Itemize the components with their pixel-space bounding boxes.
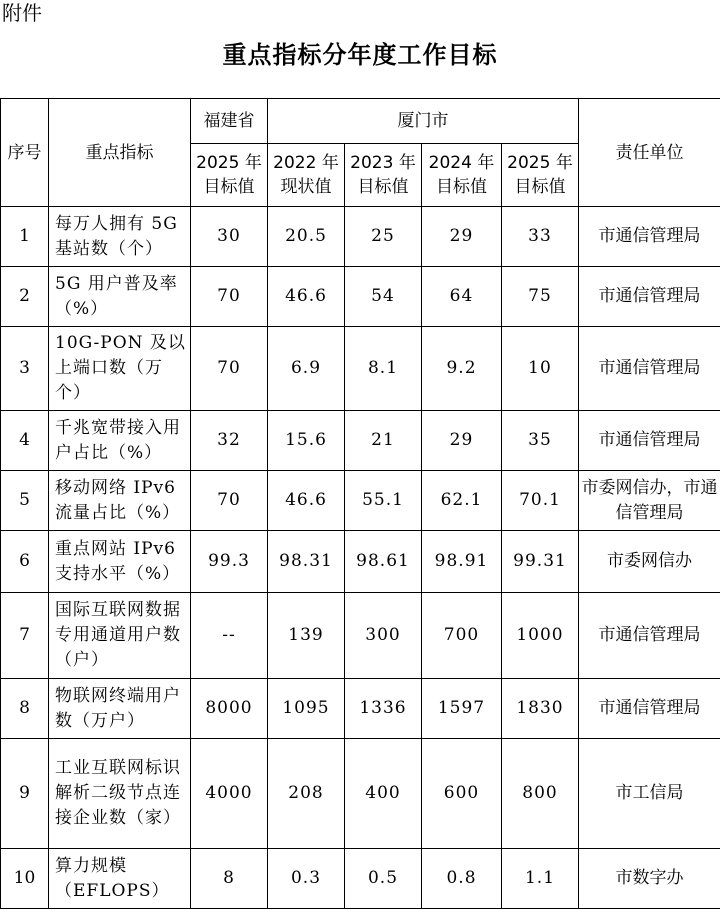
cell-responsible: 市工信局 — [579, 739, 720, 849]
header-fujian: 福建省 — [191, 99, 268, 144]
header-xiamen: 厦门市 — [268, 99, 579, 144]
header-xiamen-2023: 2023 年目标值 — [345, 144, 422, 207]
cell-xiamen-2025: 1.1 — [502, 849, 579, 909]
cell-fujian-2025: 30 — [191, 207, 268, 267]
cell-xiamen-2022: 208 — [268, 739, 345, 849]
cell-xiamen-2024: 700 — [422, 593, 502, 679]
cell-xiamen-2024: 9.2 — [422, 327, 502, 411]
cell-xiamen-2023: 1336 — [345, 679, 422, 739]
table-row — [1, 267, 720, 327]
cell-xiamen-2025: 75 — [502, 267, 579, 327]
cell-xiamen-2025: 1000 — [502, 593, 579, 679]
cell-xiamen-2023: 400 — [345, 739, 422, 849]
cell-xiamen-2022: 6.9 — [268, 327, 345, 411]
cell-responsible: 市通信管理局 — [579, 593, 720, 679]
cell-xiamen-2023: 8.1 — [345, 327, 422, 411]
table-row — [1, 411, 720, 471]
cell-seq: 6 — [1, 531, 49, 593]
cell-seq: 2 — [1, 267, 49, 327]
header-xiamen-2022: 2022 年现状值 — [268, 144, 345, 207]
cell-fujian-2025: 70 — [191, 267, 268, 327]
cell-xiamen-2023: 0.5 — [345, 849, 422, 909]
cell-xiamen-2022: 20.5 — [268, 207, 345, 267]
cell-xiamen-2025: 35 — [502, 411, 579, 471]
cell-indicator: 每万人拥有 5G 基站数（个） — [49, 207, 191, 267]
attachment-label: 附件 — [2, 1, 42, 25]
cell-seq: 4 — [1, 411, 49, 471]
cell-xiamen-2024: 29 — [422, 411, 502, 471]
header-row-1 — [1, 99, 720, 144]
document-title: 重点指标分年度工作目标 — [222, 41, 498, 69]
cell-xiamen-2022: 1095 — [268, 679, 345, 739]
cell-indicator: 工业互联网标识解析二级节点连接企业数（家） — [49, 739, 191, 849]
cell-xiamen-2022: 46.6 — [268, 267, 345, 327]
cell-fujian-2025: 8 — [191, 849, 268, 909]
cell-indicator: 10G-PON 及以上端口数（万个） — [49, 327, 191, 411]
table-row — [1, 679, 720, 739]
header-responsible: 责任单位 — [579, 99, 720, 207]
cell-xiamen-2023: 98.61 — [345, 531, 422, 593]
cell-responsible: 市委网信办 — [579, 531, 720, 593]
table-row — [1, 739, 720, 849]
cell-seq: 5 — [1, 471, 49, 531]
cell-responsible: 市通信管理局 — [579, 327, 720, 411]
cell-seq: 9 — [1, 739, 49, 849]
cell-xiamen-2024: 0.8 — [422, 849, 502, 909]
cell-fujian-2025: -- — [191, 593, 268, 679]
cell-responsible: 市通信管理局 — [579, 207, 720, 267]
header-seq: 序号 — [1, 99, 49, 207]
cell-xiamen-2024: 64 — [422, 267, 502, 327]
cell-xiamen-2024: 1597 — [422, 679, 502, 739]
header-xiamen-2024: 2024 年目标值 — [422, 144, 502, 207]
cell-seq: 3 — [1, 327, 49, 411]
cell-seq: 1 — [1, 207, 49, 267]
cell-xiamen-2023: 55.1 — [345, 471, 422, 531]
cell-xiamen-2025: 70.1 — [502, 471, 579, 531]
table-row — [1, 471, 720, 531]
cell-xiamen-2022: 15.6 — [268, 411, 345, 471]
cell-xiamen-2025: 800 — [502, 739, 579, 849]
cell-seq: 7 — [1, 593, 49, 679]
cell-fujian-2025: 4000 — [191, 739, 268, 849]
cell-fujian-2025: 99.3 — [191, 531, 268, 593]
cell-fujian-2025: 32 — [191, 411, 268, 471]
cell-fujian-2025: 8000 — [191, 679, 268, 739]
cell-xiamen-2025: 1830 — [502, 679, 579, 739]
cell-xiamen-2022: 98.31 — [268, 531, 345, 593]
cell-indicator: 算力规模（EFLOPS） — [49, 849, 191, 909]
table-row — [1, 327, 720, 411]
header-xiamen-2025: 2025 年目标值 — [502, 144, 579, 207]
cell-responsible: 市数字办 — [579, 849, 720, 909]
cell-indicator: 移动网络 IPv6 流量占比（%） — [49, 471, 191, 531]
cell-xiamen-2025: 99.31 — [502, 531, 579, 593]
cell-responsible: 市委网信办，市通信管理局 — [579, 471, 720, 531]
table-row — [1, 849, 720, 909]
table-row — [1, 593, 720, 679]
table-row — [1, 531, 720, 593]
cell-xiamen-2023: 300 — [345, 593, 422, 679]
cell-xiamen-2025: 10 — [502, 327, 579, 411]
cell-xiamen-2024: 98.91 — [422, 531, 502, 593]
cell-xiamen-2022: 46.6 — [268, 471, 345, 531]
cell-fujian-2025: 70 — [191, 471, 268, 531]
cell-indicator: 国际互联网数据专用通道用户数（户） — [49, 593, 191, 679]
cell-xiamen-2022: 0.3 — [268, 849, 345, 909]
cell-fujian-2025: 70 — [191, 327, 268, 411]
cell-indicator: 千兆宽带接入用户占比（%） — [49, 411, 191, 471]
table-row — [1, 207, 720, 267]
header-indicator: 重点指标 — [49, 99, 191, 207]
cell-xiamen-2024: 62.1 — [422, 471, 502, 531]
cell-xiamen-2023: 54 — [345, 267, 422, 327]
header-fujian-2025: 2025 年目标值 — [191, 144, 268, 207]
cell-seq: 10 — [1, 849, 49, 909]
cell-xiamen-2024: 29 — [422, 207, 502, 267]
cell-responsible: 市通信管理局 — [579, 267, 720, 327]
cell-seq: 8 — [1, 679, 49, 739]
cell-xiamen-2023: 25 — [345, 207, 422, 267]
cell-xiamen-2024: 600 — [422, 739, 502, 849]
cell-xiamen-2023: 21 — [345, 411, 422, 471]
cell-indicator: 重点网站 IPv6 支持水平（%） — [49, 531, 191, 593]
cell-indicator: 物联网终端用户数（万户） — [49, 679, 191, 739]
targets-table — [0, 98, 720, 909]
cell-xiamen-2025: 33 — [502, 207, 579, 267]
cell-responsible: 市通信管理局 — [579, 411, 720, 471]
cell-responsible: 市通信管理局 — [579, 679, 720, 739]
cell-indicator: 5G 用户普及率（%） — [49, 267, 191, 327]
cell-xiamen-2022: 139 — [268, 593, 345, 679]
